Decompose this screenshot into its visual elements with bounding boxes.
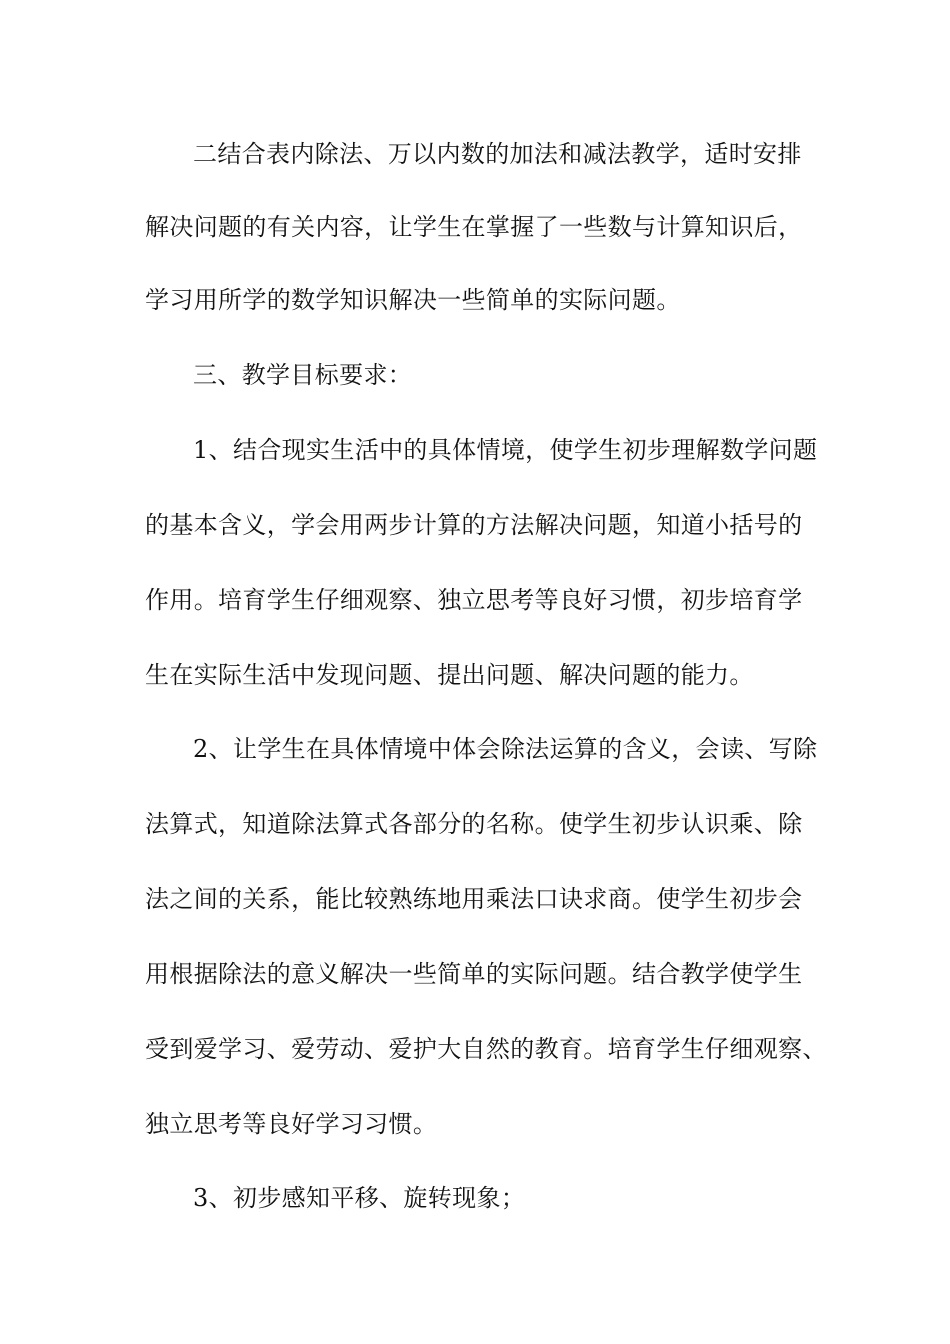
paragraph-line: 1、结合现实生活中的具体情境，使学生初步理解数学问题 [193, 436, 818, 464]
paragraph-line: 学习用所学的数学知识解决一些简单的实际问题。 [145, 286, 681, 314]
paragraph-line: 法之间的关系，能比较熟练地用乘法口诀求商。使学生初步会 [145, 885, 803, 913]
paragraph-line: 的基本含义，学会用两步计算的方法解决问题，知道小括号的 [145, 511, 803, 539]
paragraph-line: 3、初步感知平移、旋转现象； [193, 1184, 526, 1212]
paragraph-line: 二结合表内除法、万以内数的加法和减法教学，适时安排 [193, 140, 802, 168]
paragraph-line: 独立思考等良好学习习惯。 [145, 1110, 438, 1138]
paragraph-line: 生在实际生活中发现问题、提出问题、解决问题的能力。 [145, 661, 754, 689]
paragraph-line: 解决问题的有关内容，让学生在掌握了一些数与计算知识后， [145, 213, 803, 241]
paragraph-line: 受到爱学习、爱劳动、爱护大自然的教育。培育学生仔细观察、 [145, 1035, 827, 1063]
section-heading: 三、教学目标要求： [193, 361, 413, 389]
paragraph-line: 2、让学生在具体情境中体会除法运算的含义，会读、写除 [193, 735, 818, 763]
paragraph-line: 作用。培育学生仔细观察、独立思考等良好习惯，初步培育学 [145, 586, 803, 614]
paragraph-line: 用根据除法的意义解决一些简单的实际问题。结合教学使学生 [145, 960, 803, 988]
paragraph-line: 法算式，知道除法算式各部分的名称。使学生初步认识乘、除 [145, 810, 803, 838]
